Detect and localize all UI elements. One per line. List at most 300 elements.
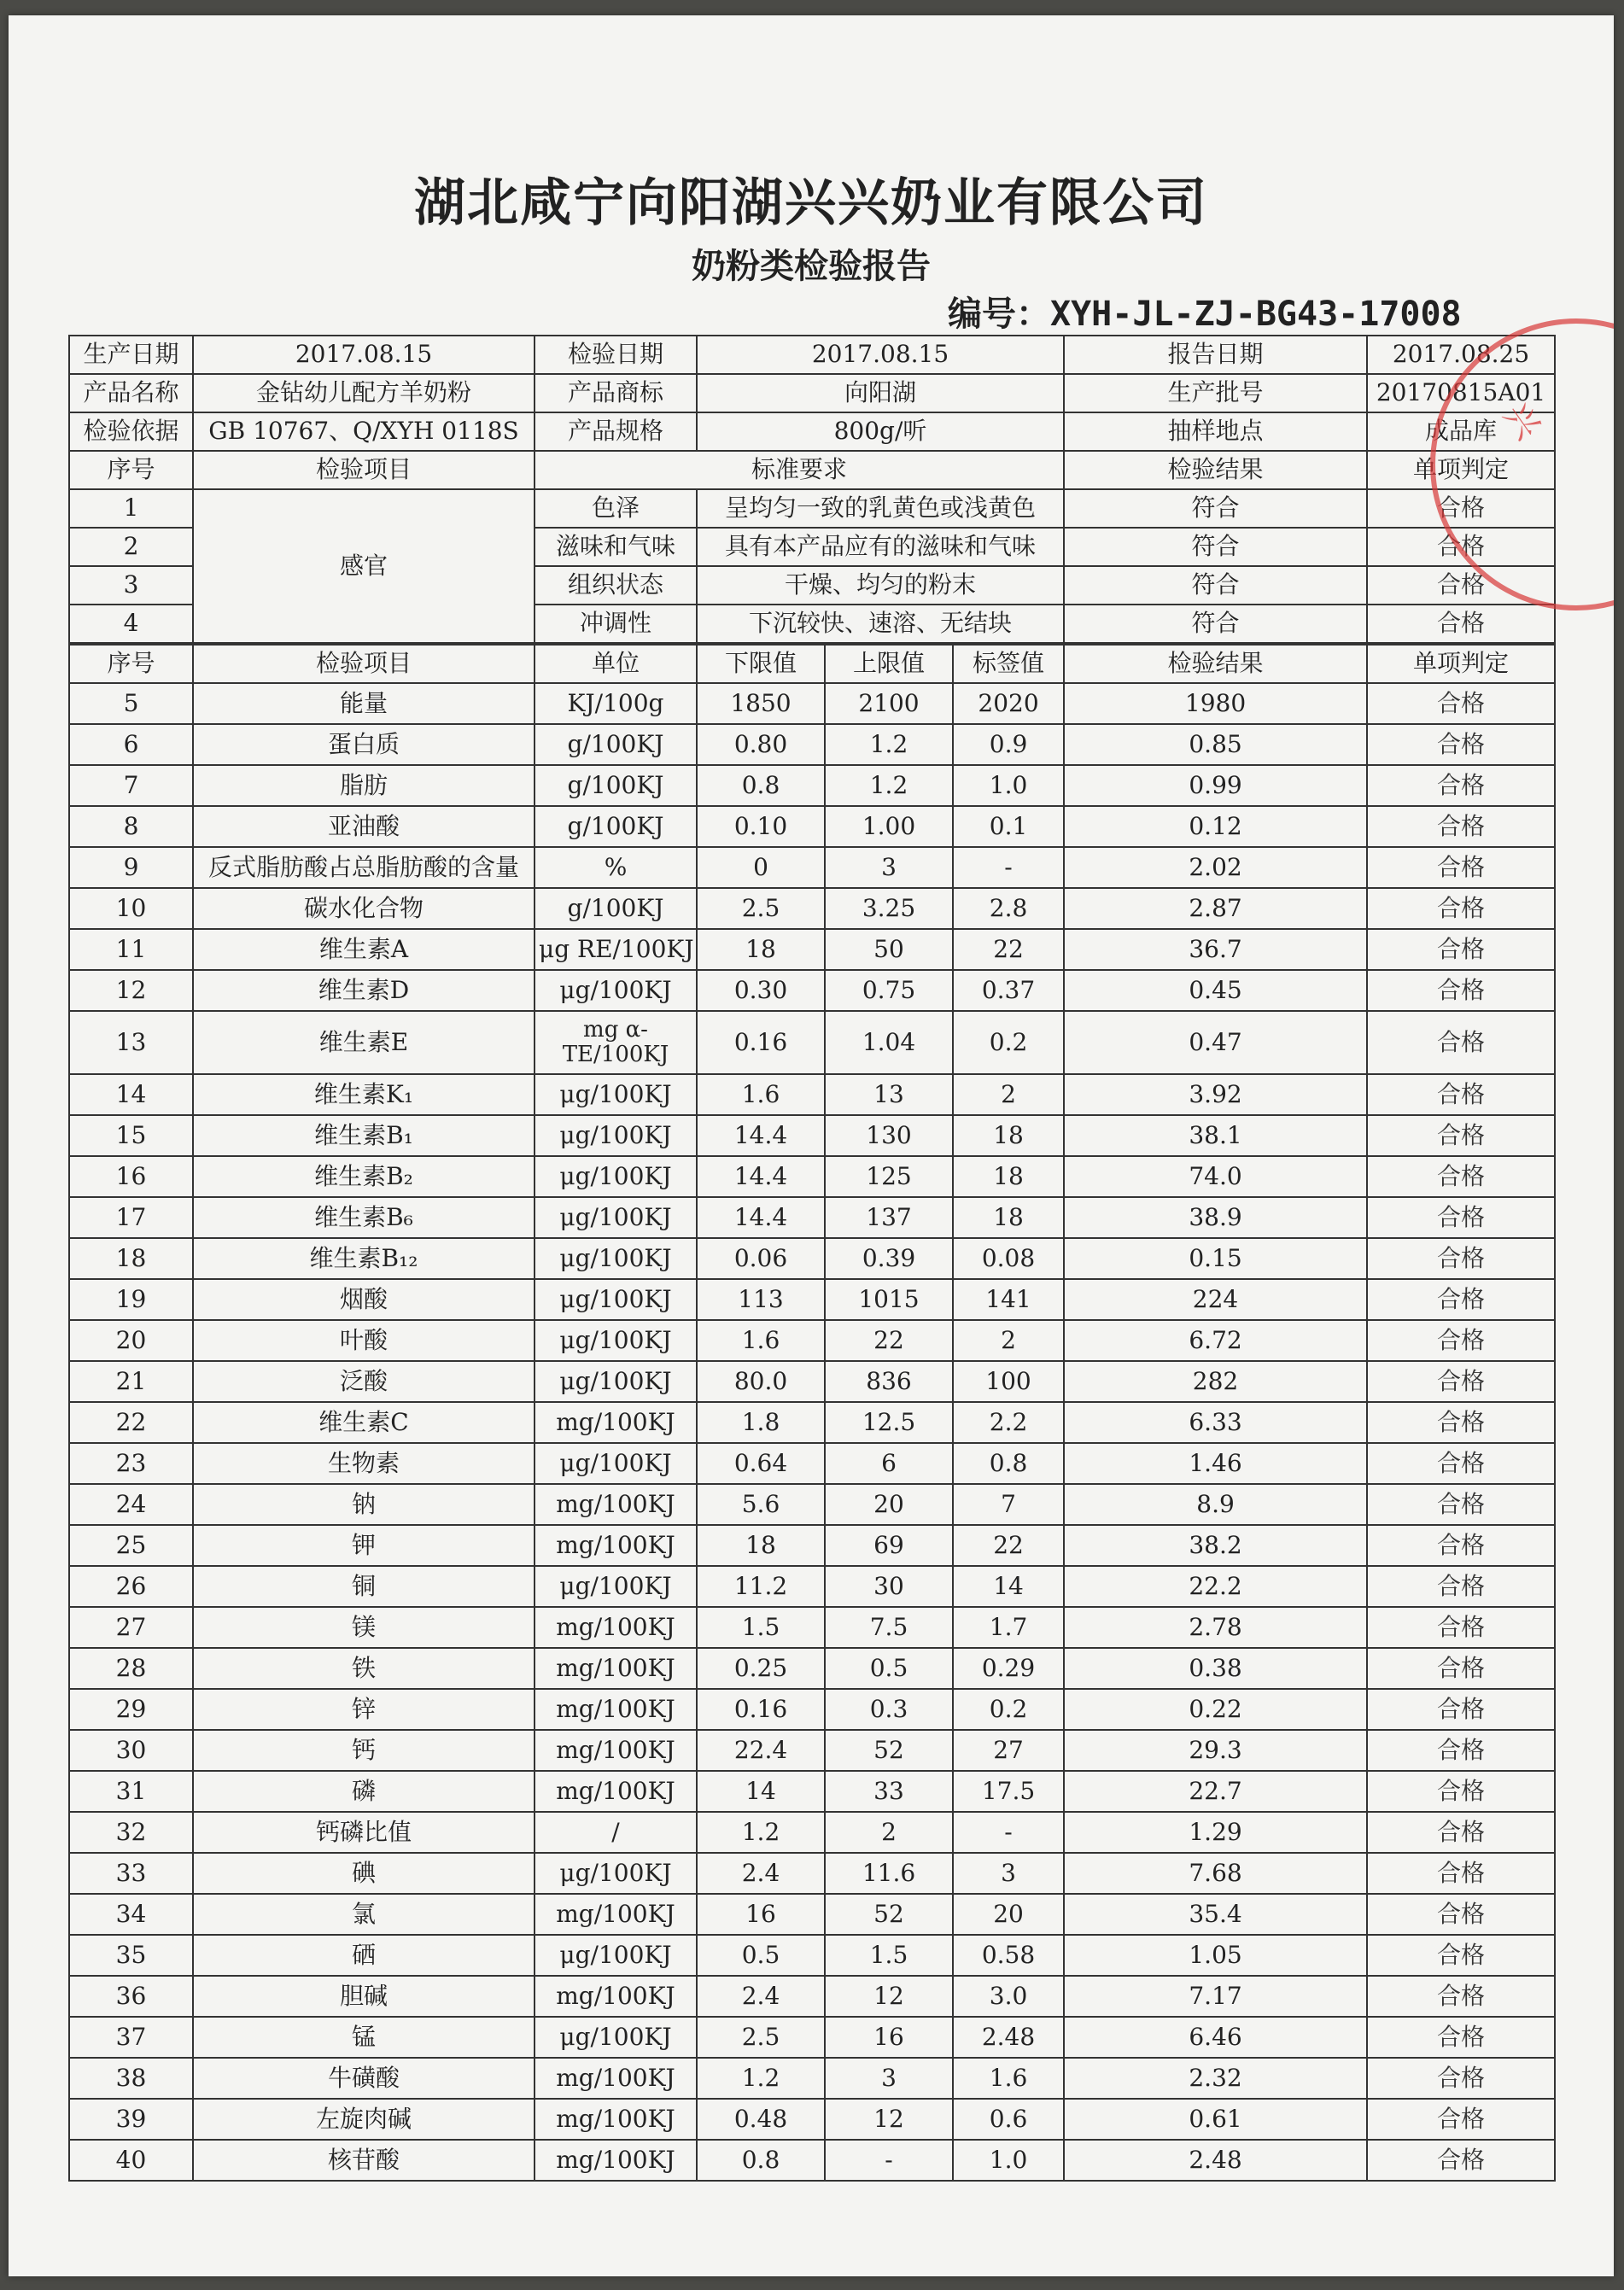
test-result: 6.72 [1064, 1320, 1367, 1361]
upper-limit: 1015 [825, 1279, 953, 1320]
label-value: 1.0 [953, 2140, 1064, 2181]
test-item: 钙磷比值 [193, 1812, 535, 1853]
judgement: 合格 [1367, 1935, 1555, 1976]
lower-limit: 5.6 [697, 1484, 825, 1525]
test-result: 6.33 [1064, 1402, 1367, 1443]
lower-limit: 1.2 [697, 1812, 825, 1853]
row-number: 17 [69, 1197, 193, 1238]
test-item: 维生素C [193, 1402, 535, 1443]
unit: mg/100KJ [535, 1976, 697, 2017]
judgement: 合格 [1367, 1812, 1555, 1853]
upper-limit: 7.5 [825, 1607, 953, 1648]
test-item: 维生素B₂ [193, 1156, 535, 1197]
test-item: 钾 [193, 1525, 535, 1566]
unit: μg/100KJ [535, 1853, 697, 1894]
unit: mg/100KJ [535, 1525, 697, 1566]
table-row [69, 765, 1555, 806]
table-row [69, 1730, 1555, 1771]
table-row [69, 1074, 1555, 1115]
row-number: 8 [69, 806, 193, 847]
judgement: 合格 [1367, 1525, 1555, 1566]
unit: μg/100KJ [535, 1279, 697, 1320]
row-number: 11 [69, 929, 193, 970]
sensory-requirement: 干燥、均匀的粉末 [697, 566, 1064, 605]
col-judge: 单项判定 [1367, 451, 1555, 489]
table-row [69, 1484, 1555, 1525]
table-row [69, 1238, 1555, 1279]
unit: mg/100KJ [535, 2058, 697, 2099]
label-value: 0.8 [953, 1443, 1064, 1484]
unit: μg/100KJ [535, 1935, 697, 1976]
judgement: 合格 [1367, 1402, 1555, 1443]
upper-limit: 1.04 [825, 1011, 953, 1074]
test-item: 锌 [193, 1689, 535, 1730]
test-item: 磷 [193, 1771, 535, 1812]
row-number: 35 [69, 1935, 193, 1976]
unit: μg/100KJ [535, 1115, 697, 1156]
report-number [948, 287, 1462, 336]
unit: mg/100KJ [535, 2140, 697, 2181]
test-item: 蛋白质 [193, 724, 535, 765]
info-row [69, 374, 1555, 412]
row-number: 3 [69, 566, 193, 605]
table-row [69, 1894, 1555, 1935]
test-item: 胆碱 [193, 1976, 535, 2017]
table-row [69, 1361, 1555, 1402]
test-result: 符合 [1064, 489, 1367, 528]
judgement: 合格 [1367, 1115, 1555, 1156]
table-row [69, 1812, 1555, 1853]
row-number: 29 [69, 1689, 193, 1730]
judgement: 合格 [1367, 1853, 1555, 1894]
unit: μg/100KJ [535, 1238, 697, 1279]
test-item: 钙 [193, 1730, 535, 1771]
lower-limit: 11.2 [697, 1566, 825, 1607]
row-number: 7 [69, 765, 193, 806]
unit: g/100KJ [535, 724, 697, 765]
test-result: 7.17 [1064, 1976, 1367, 2017]
upper-limit: 0.3 [825, 1689, 953, 1730]
upper-limit: 69 [825, 1525, 953, 1566]
lower-limit: 1.6 [697, 1320, 825, 1361]
judgement: 合格 [1367, 765, 1555, 806]
sensory-item-name: 色泽 [535, 489, 697, 528]
upper-limit: 52 [825, 1894, 953, 1935]
col-item: 检验项目 [193, 644, 535, 683]
table-row [69, 1976, 1555, 2017]
upper-limit: 13 [825, 1074, 953, 1115]
test-result: 2.87 [1064, 888, 1367, 929]
spec: 800g/听 [697, 412, 1064, 451]
table-row [69, 1525, 1555, 1566]
row-number: 10 [69, 888, 193, 929]
batch-label: 生产批号 [1064, 374, 1367, 412]
judgement: 合格 [1367, 528, 1555, 566]
test-result: 1.29 [1064, 1812, 1367, 1853]
row-number: 18 [69, 1238, 193, 1279]
table-row [69, 2140, 1555, 2181]
table-row [69, 2058, 1555, 2099]
trademark: 向阳湖 [697, 374, 1064, 412]
report-date-label: 报告日期 [1064, 336, 1367, 374]
sensory-requirement: 下沉较快、速溶、无结块 [697, 605, 1064, 644]
label-value: 0.6 [953, 2099, 1064, 2140]
test-result: 22.2 [1064, 1566, 1367, 1607]
test-item: 泛酸 [193, 1361, 535, 1402]
unit: μg/100KJ [535, 1566, 697, 1607]
judgement: 合格 [1367, 2099, 1555, 2140]
upper-limit: 1.2 [825, 765, 953, 806]
test-result: 282 [1064, 1361, 1367, 1402]
upper-limit: 11.6 [825, 1853, 953, 1894]
test-item: 维生素D [193, 970, 535, 1011]
row-number: 2 [69, 528, 193, 566]
lower-limit: 0.8 [697, 2140, 825, 2181]
lower-limit: 80.0 [697, 1361, 825, 1402]
table-row [69, 1566, 1555, 1607]
row-number: 19 [69, 1279, 193, 1320]
table-row [69, 1279, 1555, 1320]
sampling: 成品库 [1367, 412, 1555, 451]
test-item: 碳水化合物 [193, 888, 535, 929]
col-result: 检验结果 [1064, 451, 1367, 489]
row-number: 15 [69, 1115, 193, 1156]
table-row [69, 847, 1555, 888]
label-value: 17.5 [953, 1771, 1064, 1812]
table-row [69, 2017, 1555, 2058]
judgement: 合格 [1367, 1894, 1555, 1935]
upper-limit: 125 [825, 1156, 953, 1197]
label-value: 22 [953, 929, 1064, 970]
lower-limit: 0.30 [697, 970, 825, 1011]
upper-limit: 33 [825, 1771, 953, 1812]
unit: mg/100KJ [535, 1648, 697, 1689]
lower-limit: 22.4 [697, 1730, 825, 1771]
lower-limit: 1850 [697, 683, 825, 724]
lower-limit: 1.2 [697, 2058, 825, 2099]
row-number: 40 [69, 2140, 193, 2181]
row-number: 12 [69, 970, 193, 1011]
test-item: 镁 [193, 1607, 535, 1648]
test-result: 7.68 [1064, 1853, 1367, 1894]
table-row [69, 1156, 1555, 1197]
table-row [69, 1115, 1555, 1156]
test-result: 0.12 [1064, 806, 1367, 847]
test-result: 0.85 [1064, 724, 1367, 765]
table-row [69, 1402, 1555, 1443]
test-result: 1.05 [1064, 1935, 1367, 1976]
row-number: 37 [69, 2017, 193, 2058]
row-number: 34 [69, 1894, 193, 1935]
basis-label: 检验依据 [69, 412, 193, 451]
lower-limit: 1.6 [697, 1074, 825, 1115]
spec-label: 产品规格 [535, 412, 697, 451]
label-value: 0.37 [953, 970, 1064, 1011]
label-value: 100 [953, 1361, 1064, 1402]
test-result: 22.7 [1064, 1771, 1367, 1812]
unit: mg/100KJ [535, 1894, 697, 1935]
info-row [69, 412, 1555, 451]
unit: g/100KJ [535, 765, 697, 806]
product-name-label: 产品名称 [69, 374, 193, 412]
lower-limit: 0.06 [697, 1238, 825, 1279]
judgement: 合格 [1367, 605, 1555, 644]
test-result: 2.48 [1064, 2140, 1367, 2181]
label-value: 3 [953, 1853, 1064, 1894]
unit: mg/100KJ [535, 1607, 697, 1648]
judgement: 合格 [1367, 847, 1555, 888]
lower-limit: 0.8 [697, 765, 825, 806]
upper-limit: 2100 [825, 683, 953, 724]
label-value: 0.58 [953, 1935, 1064, 1976]
table-row [69, 806, 1555, 847]
judgement: 合格 [1367, 1074, 1555, 1115]
label-value: 1.7 [953, 1607, 1064, 1648]
report-number-value: XYH-JL-ZJ-BG43-17008 [1050, 295, 1462, 334]
unit: mg/100KJ [535, 1484, 697, 1525]
unit: μg/100KJ [535, 1320, 697, 1361]
test-result: 38.1 [1064, 1115, 1367, 1156]
test-result: 2.78 [1064, 1607, 1367, 1648]
unit: mg/100KJ [535, 2099, 697, 2140]
judgement: 合格 [1367, 2140, 1555, 2181]
lower-limit: 0.80 [697, 724, 825, 765]
upper-limit: 0.39 [825, 1238, 953, 1279]
test-item: 锰 [193, 2017, 535, 2058]
unit: g/100KJ [535, 888, 697, 929]
test-item: 生物素 [193, 1443, 535, 1484]
basis: GB 10767、Q/XYH 0118S [193, 412, 535, 451]
lower-limit: 14 [697, 1771, 825, 1812]
row-number: 31 [69, 1771, 193, 1812]
lower-limit: 0 [697, 847, 825, 888]
label-value: 0.08 [953, 1238, 1064, 1279]
label-value: 22 [953, 1525, 1064, 1566]
test-item: 维生素A [193, 929, 535, 970]
test-result: 符合 [1064, 605, 1367, 644]
row-number: 13 [69, 1011, 193, 1074]
row-number: 33 [69, 1853, 193, 1894]
sensory-header-row [69, 451, 1555, 489]
label-value: 0.9 [953, 724, 1064, 765]
col-item: 检验项目 [193, 451, 535, 489]
label-value: 2.48 [953, 2017, 1064, 2058]
label-value: 0.29 [953, 1648, 1064, 1689]
test-result: 0.22 [1064, 1689, 1367, 1730]
judgement: 合格 [1367, 1689, 1555, 1730]
judgement: 合格 [1367, 683, 1555, 724]
report-title: 奶粉类检验报告 [692, 246, 931, 286]
col-standard: 标准要求 [535, 451, 1064, 489]
judgement: 合格 [1367, 566, 1555, 605]
label-value: 1.6 [953, 2058, 1064, 2099]
test-item: 碘 [193, 1853, 535, 1894]
lower-limit: 0.10 [697, 806, 825, 847]
nutrient-header-row [69, 644, 1555, 683]
upper-limit: 3 [825, 847, 953, 888]
label-value: 20 [953, 1894, 1064, 1935]
test-item: 叶酸 [193, 1320, 535, 1361]
row-number: 24 [69, 1484, 193, 1525]
judgement: 合格 [1367, 806, 1555, 847]
judgement: 合格 [1367, 1156, 1555, 1197]
sensory-item-name: 冲调性 [535, 605, 697, 644]
judgement: 合格 [1367, 970, 1555, 1011]
row-number: 30 [69, 1730, 193, 1771]
unit: KJ/100g [535, 683, 697, 724]
test-result: 3.92 [1064, 1074, 1367, 1115]
test-result: 0.61 [1064, 2099, 1367, 2140]
label-value: 1.0 [953, 765, 1064, 806]
sensory-requirement: 具有本产品应有的滋味和气味 [697, 528, 1064, 566]
table-row [69, 1443, 1555, 1484]
table-row [69, 970, 1555, 1011]
test-result: 224 [1064, 1279, 1367, 1320]
row-number: 6 [69, 724, 193, 765]
inspection-table [68, 335, 1556, 2182]
inspection-date: 2017.08.15 [697, 336, 1064, 374]
row-number: 21 [69, 1361, 193, 1402]
row-number: 22 [69, 1402, 193, 1443]
judgement: 合格 [1367, 724, 1555, 765]
label-value: 0.1 [953, 806, 1064, 847]
label-value: 141 [953, 1279, 1064, 1320]
table-row [69, 1197, 1555, 1238]
lower-limit: 0.5 [697, 1935, 825, 1976]
lower-limit: 2.5 [697, 888, 825, 929]
product-name: 金钻幼儿配方羊奶粉 [193, 374, 535, 412]
unit: mg/100KJ [535, 1730, 697, 1771]
row-number: 26 [69, 1566, 193, 1607]
test-result: 38.9 [1064, 1197, 1367, 1238]
trademark-label: 产品商标 [535, 374, 697, 412]
sampling-label: 抽样地点 [1064, 412, 1367, 451]
test-result: 0.45 [1064, 970, 1367, 1011]
report-number-label: 编号： [948, 295, 1050, 334]
upper-limit: 30 [825, 1566, 953, 1607]
row-number: 27 [69, 1607, 193, 1648]
test-item: 维生素B₆ [193, 1197, 535, 1238]
label-value: - [953, 847, 1064, 888]
unit: μg/100KJ [535, 1443, 697, 1484]
label-value: 14 [953, 1566, 1064, 1607]
judgement: 合格 [1367, 1607, 1555, 1648]
test-item: 脂肪 [193, 765, 535, 806]
test-result: 36.7 [1064, 929, 1367, 970]
judgement: 合格 [1367, 1320, 1555, 1361]
test-result: 29.3 [1064, 1730, 1367, 1771]
row-number: 14 [69, 1074, 193, 1115]
row-number: 5 [69, 683, 193, 724]
row-number: 4 [69, 605, 193, 644]
test-result: 0.38 [1064, 1648, 1367, 1689]
row-number: 39 [69, 2099, 193, 2140]
test-result: 2.02 [1064, 847, 1367, 888]
label-value: 27 [953, 1730, 1064, 1771]
unit: μg/100KJ [535, 2017, 697, 2058]
lower-limit: 18 [697, 929, 825, 970]
lower-limit: 16 [697, 1894, 825, 1935]
upper-limit: 1.2 [825, 724, 953, 765]
upper-limit: 12.5 [825, 1402, 953, 1443]
test-item: 铜 [193, 1566, 535, 1607]
table-row [69, 724, 1555, 765]
table-row [69, 683, 1555, 724]
lower-limit: 2.4 [697, 1853, 825, 1894]
test-result: 74.0 [1064, 1156, 1367, 1197]
lower-limit: 0.64 [697, 1443, 825, 1484]
col-no: 序号 [69, 451, 193, 489]
judgement: 合格 [1367, 2017, 1555, 2058]
row-number: 25 [69, 1525, 193, 1566]
judgement: 合格 [1367, 888, 1555, 929]
label-value: 3.0 [953, 1976, 1064, 2017]
unit: g/100KJ [535, 806, 697, 847]
lower-limit: 0.25 [697, 1648, 825, 1689]
table-row [69, 1648, 1555, 1689]
upper-limit: 130 [825, 1115, 953, 1156]
test-item: 能量 [193, 683, 535, 724]
test-item: 亚油酸 [193, 806, 535, 847]
col-label: 标签值 [953, 644, 1064, 683]
label-value: 18 [953, 1197, 1064, 1238]
sensory-requirement: 呈均匀一致的乳黄色或浅黄色 [697, 489, 1064, 528]
lower-limit: 0.16 [697, 1011, 825, 1074]
info-row [69, 336, 1555, 374]
judgement: 合格 [1367, 1279, 1555, 1320]
test-result: 1980 [1064, 683, 1367, 724]
table-row [69, 888, 1555, 929]
test-item: 铁 [193, 1648, 535, 1689]
sensory-row [69, 489, 1555, 528]
judgement: 合格 [1367, 1238, 1555, 1279]
judgement: 合格 [1367, 929, 1555, 970]
row-number: 9 [69, 847, 193, 888]
upper-limit: 2 [825, 1812, 953, 1853]
sensory-group-label: 感官 [193, 489, 535, 644]
sensory-item-name: 组织状态 [535, 566, 697, 605]
col-result: 检验结果 [1064, 644, 1367, 683]
lower-limit: 2.5 [697, 2017, 825, 2058]
upper-limit: 6 [825, 1443, 953, 1484]
batch: 20170815A01 [1367, 374, 1555, 412]
seal-text: 兴 [1495, 395, 1548, 447]
unit: μg/100KJ [535, 970, 697, 1011]
row-number: 38 [69, 2058, 193, 2099]
label-value: 2020 [953, 683, 1064, 724]
unit: μg RE/100KJ [535, 929, 697, 970]
test-result: 8.9 [1064, 1484, 1367, 1525]
test-item: 维生素B₁ [193, 1115, 535, 1156]
label-value: 7 [953, 1484, 1064, 1525]
row-number: 28 [69, 1648, 193, 1689]
unit: mg/100KJ [535, 1402, 697, 1443]
unit: μg/100KJ [535, 1197, 697, 1238]
col-lower: 下限值 [697, 644, 825, 683]
table-row [69, 929, 1555, 970]
label-value: 2 [953, 1074, 1064, 1115]
test-item: 维生素E [193, 1011, 535, 1074]
table-row [69, 1689, 1555, 1730]
lower-limit: 2.4 [697, 1976, 825, 2017]
upper-limit: 0.75 [825, 970, 953, 1011]
test-result: 符合 [1064, 528, 1367, 566]
label-value: 2 [953, 1320, 1064, 1361]
unit: % [535, 847, 697, 888]
lower-limit: 1.5 [697, 1607, 825, 1648]
test-item: 氯 [193, 1894, 535, 1935]
upper-limit: 12 [825, 1976, 953, 2017]
